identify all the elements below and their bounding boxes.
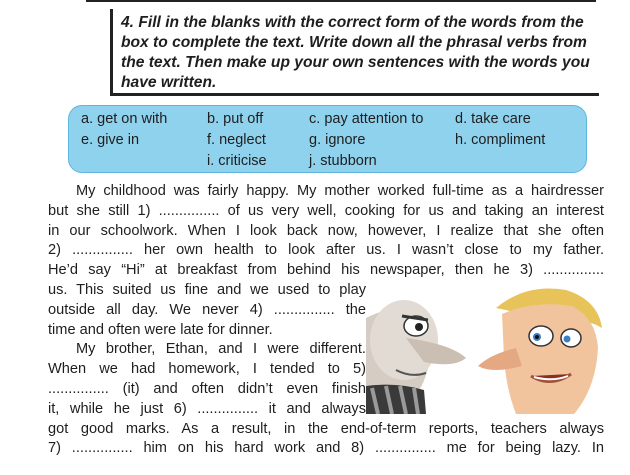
word-box (68, 105, 587, 173)
text-line: outside all day. We never 4) ............... the (48, 301, 366, 318)
text-line: 2) ............... her own health to look after us. I wasn’t close to my father. (48, 242, 604, 259)
option-c: c. pay attention to (309, 111, 424, 127)
text-line: 7) ............... him on his hard work and 8) ............... me for being lazy. In (48, 440, 604, 457)
text-line: My brother, Ethan, and I were different. (76, 341, 366, 358)
text-line: it, while he just 6) ............... it and always (48, 400, 366, 417)
top-rule (86, 0, 596, 2)
task-instruction-box (110, 9, 599, 96)
option-f: f. neglect (207, 132, 266, 148)
text-line: but she still 1) ............... of us very well, cooking for us and taking an interest (48, 202, 604, 219)
text-line: us. This suited us fine and we used to play (48, 281, 366, 298)
option-e: e. give in (81, 132, 140, 148)
text-line: in our schoolwork. When I look back now, however, I realize that she often (48, 222, 604, 239)
option-a: a. get on with (81, 111, 168, 127)
text-line: When we had homework, I tended to 5) (48, 361, 366, 378)
option-b: b. put off (207, 111, 264, 127)
text-line: ............... (it) and often didn’t even finish (48, 380, 366, 397)
option-j: j. stubborn (309, 153, 377, 169)
option-g: g. ignore (309, 132, 366, 148)
task-instruction: 4. Fill in the blanks with the correct form of the words from the box to complete the text. Write down all the phrasal verbs from the text. Then make up your own sentences with the words you have written. (121, 14, 590, 91)
option-d: d. take care (455, 111, 531, 127)
option-h: h. compliment (455, 132, 546, 148)
cartoon-characters-image (366, 278, 604, 414)
option-i: i. criticise (207, 153, 267, 169)
text-line: My childhood was fairly happy. My mother worked full-time as a hairdresser (76, 183, 604, 199)
text-line: He’d say “Hi” at breakfast from behind his newspaper, then he 3) ............... (48, 262, 604, 279)
text-line: got good marks. As a result, in the end-of-term reports, teachers always (48, 420, 604, 437)
text-line: time and often were late for dinner. (48, 321, 273, 338)
